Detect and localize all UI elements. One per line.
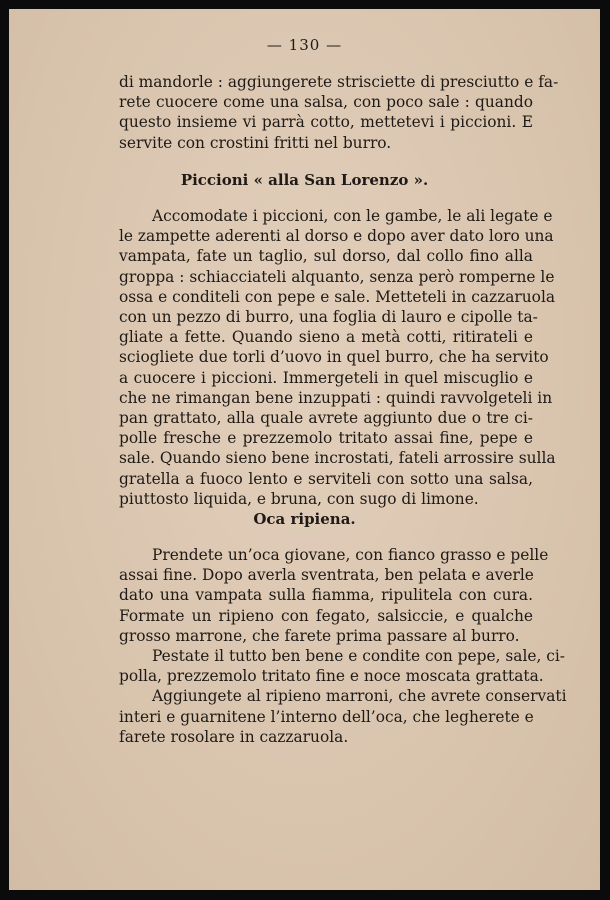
text-line: Aggiungete al ripieno marroni, che avrete conservati [152,687,567,706]
text-line: rete cuocere come una salsa, con poco sale : quando [119,93,533,112]
recipe-title-piccioni: Piccioni « alla San Lorenzo ». [180,171,429,189]
text-line: piuttosto liquida, e bruna, con sugo di limone. [119,489,479,508]
text-line: farete rosolare in cazzaruola. [119,727,349,746]
text-line: sciogliete due torli d’uovo in quel burro, che ha servito [119,348,549,367]
text-line: Formate un ripieno con fegato, salsiccie, e qualche [119,606,533,625]
book-page [9,9,600,890]
text-line: che ne rimangan bene inzuppati : quindi ravvolgeteli in [119,388,553,407]
recipe-title-oca: Oca ripiena. [253,510,356,528]
text-line: groppa : schiacciateli alquanto, senza però romperne le [119,267,555,286]
text-line: di mandorle : aggiungerete strisciette di presciutto e fa- [119,73,559,91]
text-line: polla, prezzemolo tritato fine e noce moscata grattata. [119,667,544,686]
text-line: Pestate il tutto ben bene e condite con pepe, sale, ci- [152,647,565,666]
text-line: le zampette aderenti al dorso e dopo aver dato loro una [119,227,554,246]
text-line: vampata, fate un taglio, sul dorso, dal collo fino alla [119,247,533,266]
text-line: Prendete un’oca giovane, con fianco grasso e pelle [152,546,549,564]
text-line: a cuocere i piccioni. Immergeteli in quel miscuglio e [119,368,533,387]
recipe-body-oca [119,545,567,747]
page-number: — 130 — [266,36,343,54]
recipe-body-piccioni [119,206,556,509]
text-line: grosso marrone, che farete prima passare al burro. [119,626,520,645]
text-line: interi e guarnitene l’interno dell’oca, che legherete e [119,707,534,726]
intro-paragraph [119,72,559,153]
text-line: pan grattato, alla quale avrete aggiunto due o tre ci- [119,409,533,428]
text-line: dato una vampata sulla fiamma, ripulitela con cura. [119,586,533,605]
text-line: con un pezzo di burro, una foglia di lauro e cipolle ta- [119,308,538,327]
text-line: Accomodate i piccioni, con le gambe, le ali legate e [152,207,553,225]
text-line: assai fine. Dopo averla sventrata, ben pelata e averle [119,566,534,585]
text-line: gliate a fette. Quando sieno a metà cotti, ritirateli e [119,328,533,347]
text-line: gratella a fuoco lento e serviteli con sotto una salsa, [119,469,533,488]
text-line: sale. Quando sieno bene incrostati, fateli arrossire sulla [119,449,556,468]
text-line: ossa e conditeli con pepe e sale. Metteteli in cazzaruola [119,287,556,306]
text-line: questo insieme vi parrà cotto, mettetevi i piccioni. E [119,113,533,132]
text-line: polle fresche e prezzemolo tritato assai fine, pepe e [119,429,533,448]
text-line: servite con crostini fritti nel burro. [119,133,392,152]
